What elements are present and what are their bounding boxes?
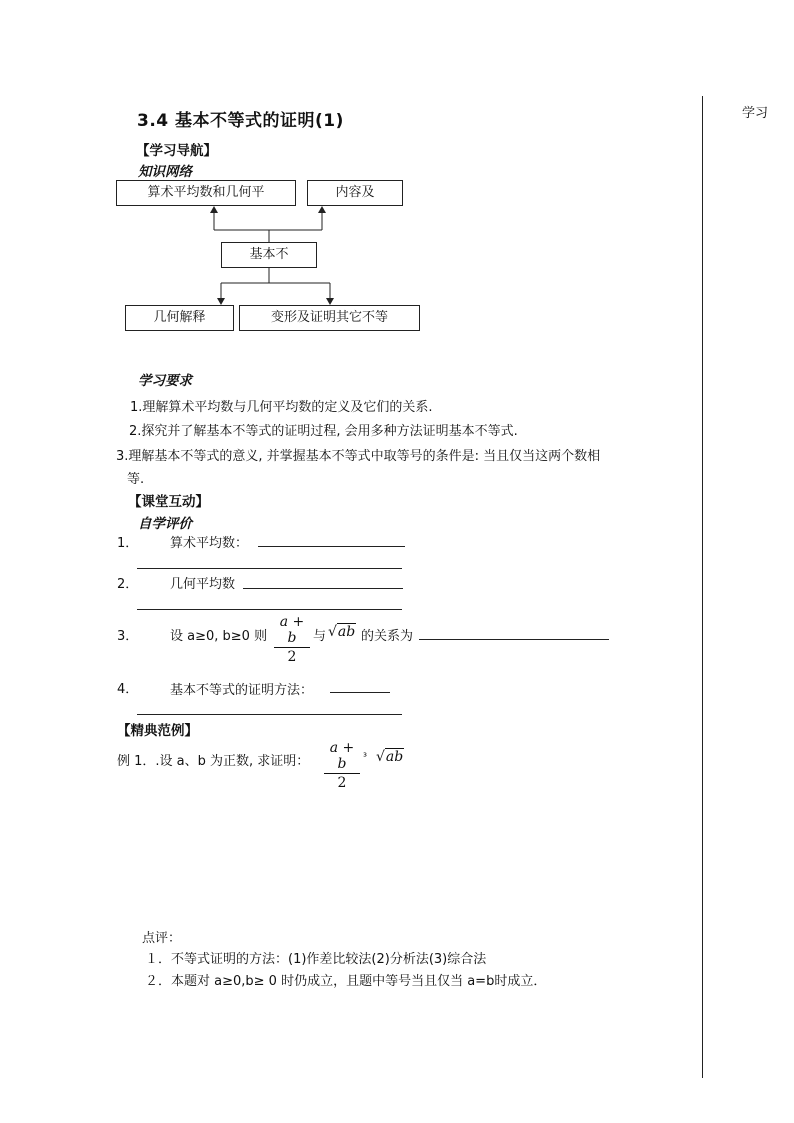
box-am-gm: 算术平均数和几何平 (116, 180, 296, 206)
fraction-denominator: 2 (287, 649, 297, 665)
sqrt-radicand: ab (337, 624, 356, 640)
knowledge-network-header: 知识网络 (138, 164, 192, 180)
fraction-a-plus-b-over-2 (274, 614, 310, 665)
question-1-number: 1． (117, 536, 139, 551)
fraction-denominator: 2 (337, 775, 347, 791)
learning-requirements-header: 学习要求 (138, 373, 192, 389)
geq-glyph: ³ (363, 752, 368, 763)
fraction-numerator: a + b (279, 614, 305, 646)
question-1-answer-line (137, 568, 402, 569)
self-evaluation-header: 自学评价 (138, 516, 192, 532)
question-2-number: 2． (117, 577, 139, 592)
example-1-text: 例 1．.设 a、b 为正数, 求证明： (117, 754, 310, 769)
question-1-answer-blank (258, 546, 405, 547)
comment-1: １．不等式证明的方法：(1)作差比较法(2)分析法(3)综合法 (145, 952, 487, 967)
box-basic-inequality: 基本不 (221, 242, 317, 268)
question-3-suffix: 的关系为 (361, 629, 414, 644)
classic-examples-header: 【精典范例】 (117, 723, 198, 739)
question-3-number: 3． (117, 629, 139, 644)
question-1-text: 算术平均数： (170, 536, 249, 551)
margin-note: 学习 (742, 106, 769, 121)
example-1-sqrt-ab (376, 748, 404, 765)
classroom-interaction-header: 【课堂互动】 (128, 494, 209, 510)
study-guide-header: 【学习导航】 (136, 143, 217, 159)
page-title: 3.4 基本不等式的证明(1) (137, 111, 344, 131)
question-4-answer-line (137, 714, 402, 715)
box-content: 内容及 (307, 180, 403, 206)
box-transform-proof: 变形及证明其它不等 (239, 305, 420, 331)
requirement-3-continued: 等. (127, 472, 145, 487)
requirement-3: 3.理解基本不等式的意义, 并掌握基本不等式中取等号的条件是: 当且仅当这两个数相 (116, 449, 601, 464)
sqrt-symbol: √ (376, 749, 385, 765)
question-3-answer-blank (419, 639, 609, 640)
question-2-text: 几何平均数 (170, 577, 236, 592)
fraction-bar (274, 647, 310, 648)
sqrt-radicand: ab (385, 749, 404, 765)
fraction-numerator: a + b (329, 740, 355, 772)
requirement-1: 1.理解算术平均数与几何平均数的定义及它们的关系. (130, 400, 433, 415)
sqrt-symbol: √ (328, 624, 337, 640)
question-4-text: 基本不等式的证明方法： (170, 683, 314, 698)
sqrt-ab (328, 623, 356, 640)
example-1-fraction (324, 740, 360, 791)
comment-2: ２．本题对 a≥0,b≥ 0 时仍成立，且题中等号当且仅当 a=b时成立． (145, 974, 547, 989)
fraction-bar (324, 773, 360, 774)
question-3-connector: 与 (313, 629, 327, 644)
question-4-answer-blank (330, 692, 390, 693)
diagram-connectors (0, 0, 794, 400)
box-geometric-interpretation: 几何解释 (125, 305, 234, 331)
question-3-prefix: 设 a≥0, b≥0 则 (170, 629, 268, 644)
question-4-number: 4． (117, 682, 139, 697)
requirement-2: 2.探究并了解基本不等式的证明过程, 会用多种方法证明基本不等式. (129, 424, 518, 439)
question-2-answer-blank (243, 588, 403, 589)
question-2-answer-line (137, 609, 402, 610)
comment-label: 点评： (142, 931, 182, 946)
